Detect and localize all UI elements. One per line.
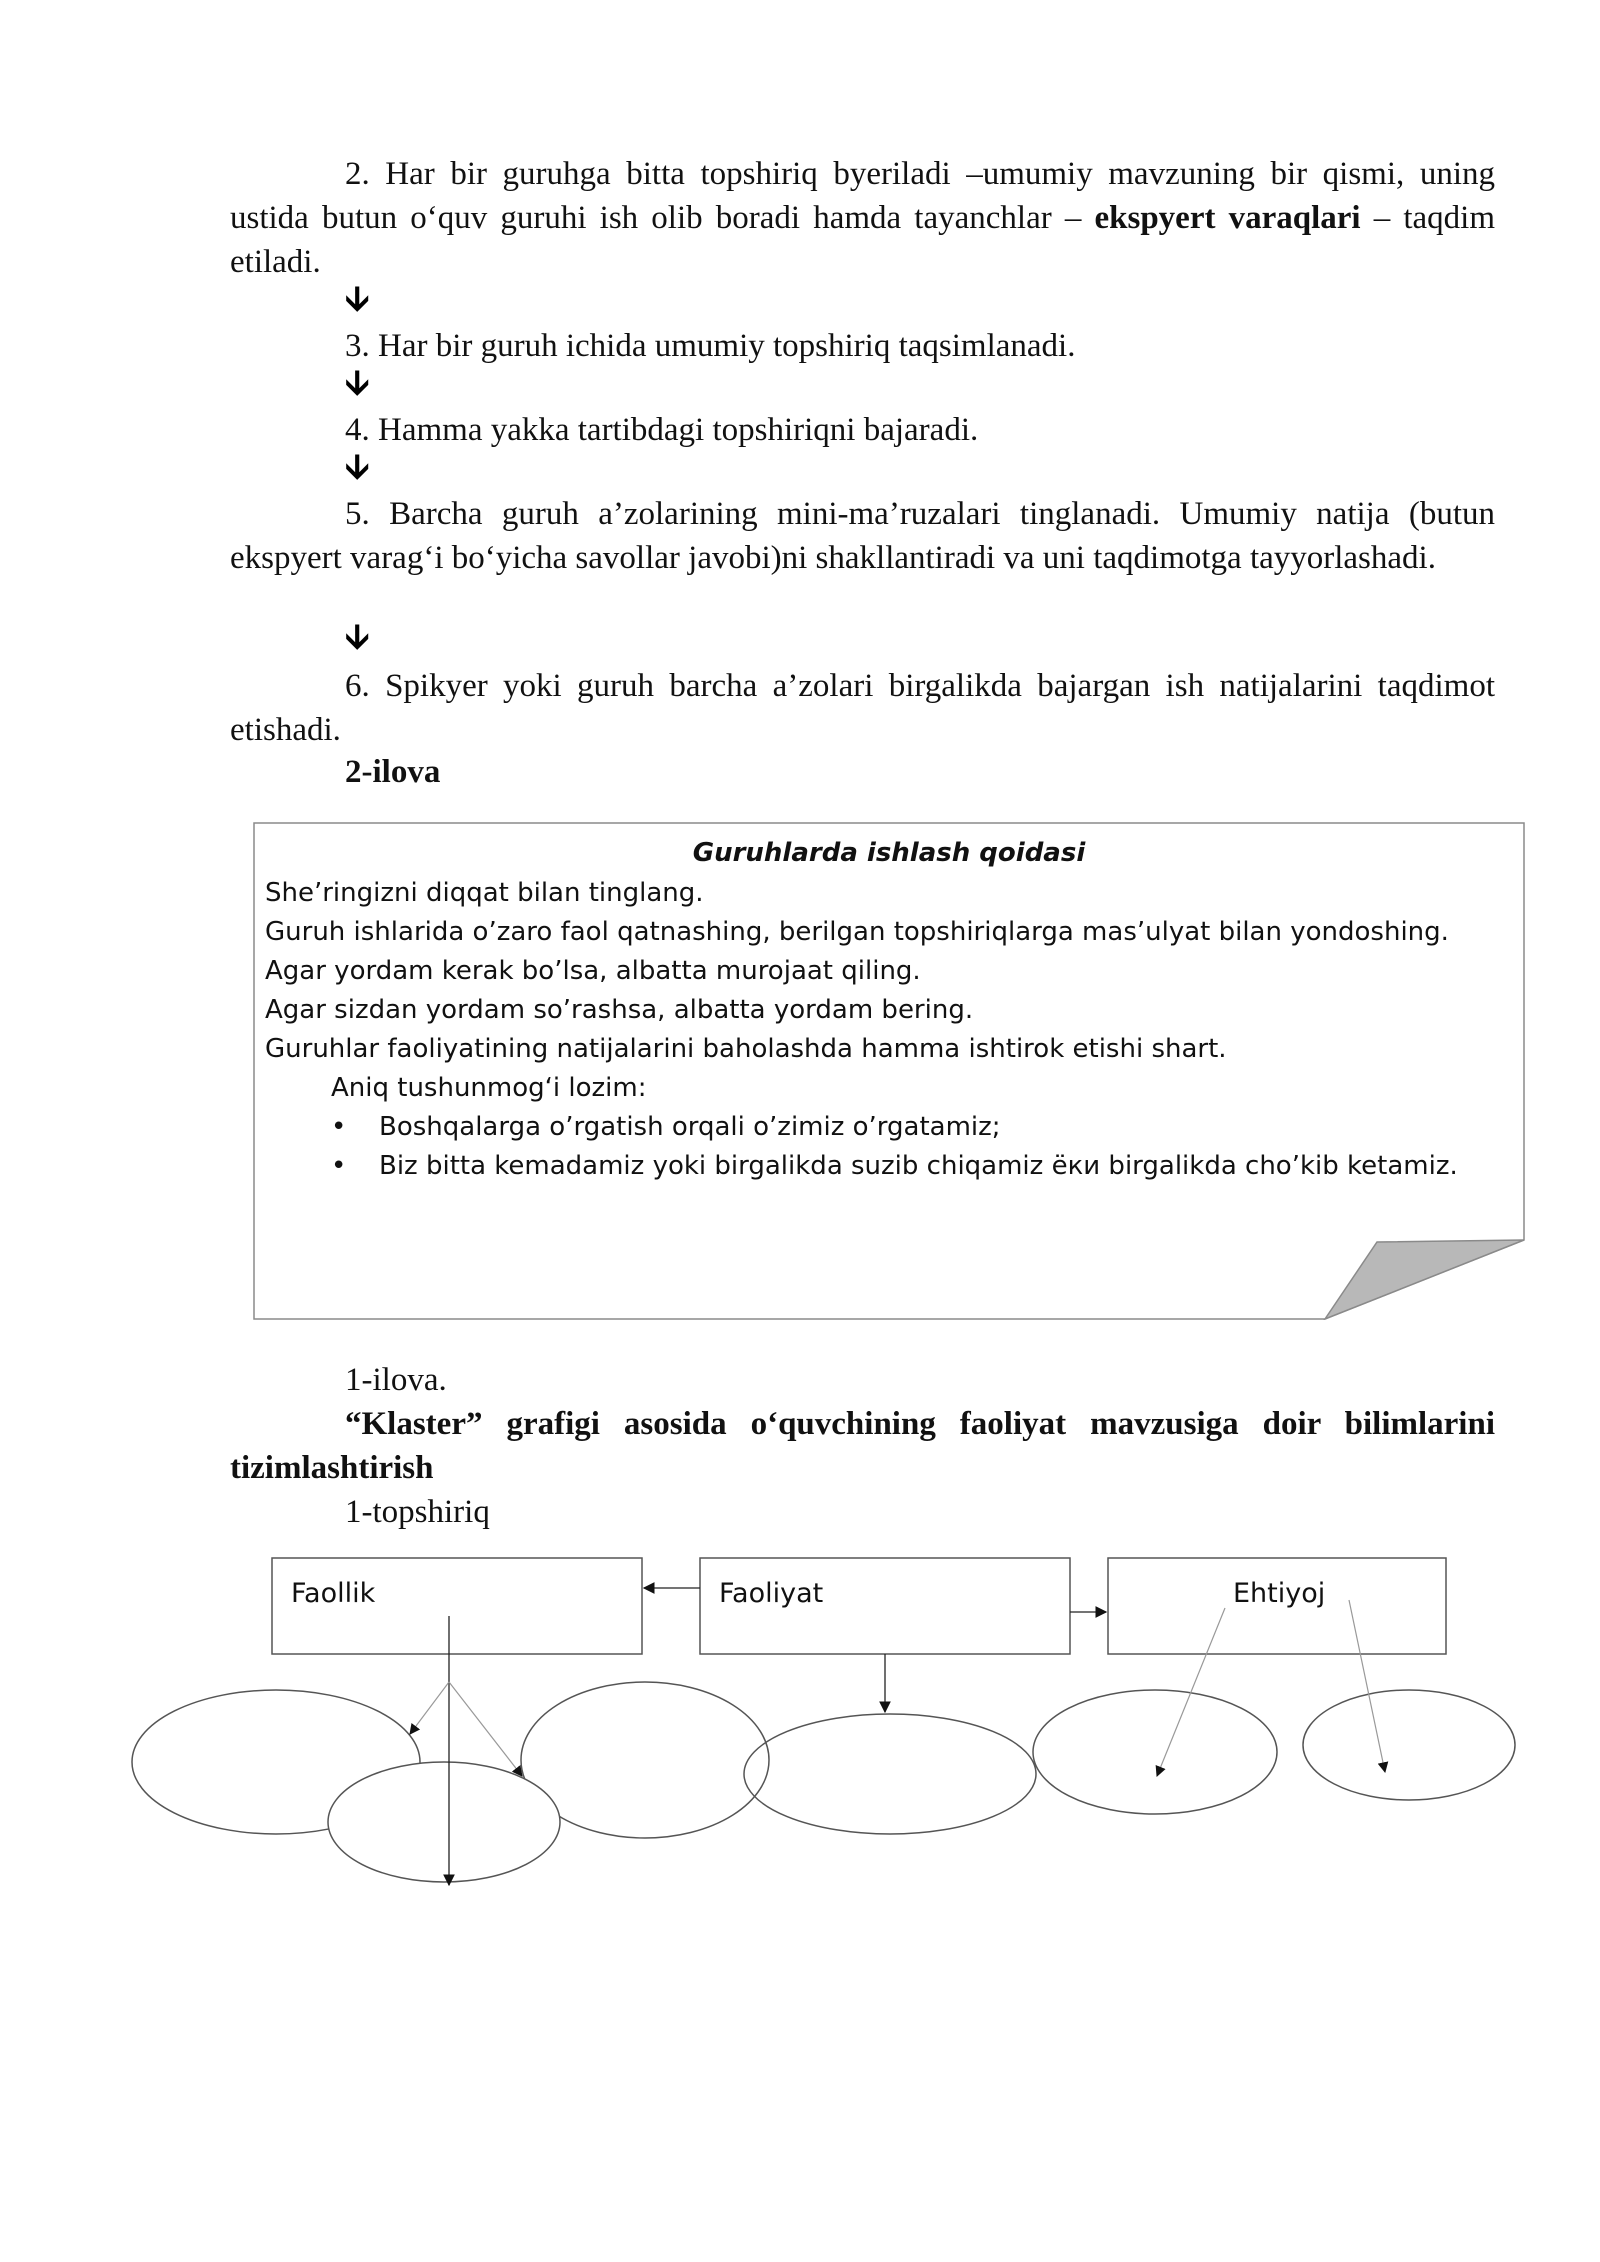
step-4-paragraph: 4. Hamma yakka tartibdagi topshiriqni bajaradi. xyxy=(345,412,979,448)
step-2-bold-term: ekspyert varaqlari xyxy=(1094,200,1361,236)
bullet-icon: • xyxy=(331,1151,347,1181)
step-3-paragraph: 3. Har bir guruh ichida umumiy topshiriq taqsimlanadi. xyxy=(345,328,1076,364)
cluster-oval xyxy=(328,1762,560,1882)
appendix-1-label: 1-ilova. xyxy=(345,1362,447,1398)
task-label: 1-topshiriq xyxy=(345,1494,490,1530)
rule-line: She’ringizni diqqat bilan tinglang. xyxy=(265,878,704,908)
bullet-item: Boshqalarga o’rgatish orqali o’zimiz o’rgatamiz; xyxy=(379,1112,1001,1142)
arrow-faollik-left xyxy=(410,1682,449,1734)
step-2-text-end: – taqdim etiladi. xyxy=(230,200,1495,280)
rules-box xyxy=(253,822,1525,1320)
cluster-label-ehtiyoj: Ehtiyoj xyxy=(1233,1578,1326,1609)
rules-note: Aniq tushunmog‘i lozim: xyxy=(331,1073,647,1103)
rules-title: Guruhlarda ishlash qoidasi xyxy=(692,838,1086,868)
cluster-oval xyxy=(1033,1690,1277,1814)
arrow-ehtiyoj-left xyxy=(1157,1608,1225,1776)
bullet-item: Biz bitta kemadamiz yoki birgalikda suzib chiqamiz ёки birgalikda cho’kib ketamiz. xyxy=(379,1151,1458,1181)
cluster-oval xyxy=(1303,1690,1515,1800)
down-arrow-icon: 🡫 xyxy=(345,447,370,487)
down-arrow-icon: 🡫 xyxy=(345,363,370,403)
rule-line: Agar sizdan yordam so’rashsa, albatta yordam bering. xyxy=(265,995,974,1025)
step-2-text: 2. Har bir guruhga bitta topshiriq byeriladi –umumiy mavzuning bir qismi, uning ustida butun o‘quv guruhi ish olib boradi hamda tayanchlar – xyxy=(230,156,1495,236)
appendix-1-heading: “Klaster” grafigi asosida o‘quvchining faoliyat mavzusiga doir bilimlarini tizimlashtirish xyxy=(230,1406,1495,1486)
appendix-2-label: 2-ilova xyxy=(345,754,441,790)
rule-line: Agar yordam kerak bo’lsa, albatta murojaat qiling. xyxy=(265,956,921,986)
rule-line: Guruhlar faoliyatining natijalarini baholashda hamma ishtirok etishi shart. xyxy=(265,1034,1227,1064)
step-2-paragraph xyxy=(230,152,1495,284)
rule-line: Guruh ishlarida o’zaro faol qatnashing, berilgan topshiriqlarga mas’ulyat bilan yondoshing. xyxy=(265,917,1449,947)
cluster-label-faollik: Faollik xyxy=(291,1578,376,1609)
cluster-oval xyxy=(744,1714,1036,1834)
step-6-paragraph: 6. Spikyer yoki guruh barcha a’zolari birgalikda bajargan ish natijalarini taqdimot etishadi. xyxy=(230,668,1495,748)
cluster-diagram xyxy=(0,1540,1600,1900)
arrow-ehtiyoj-right xyxy=(1349,1600,1385,1772)
step-5-paragraph: 5. Barcha guruh a’zolarining mini-ma’ruzalari tinglanadi. Umumiy natija (butun ekspyert varag‘i bo‘yicha savollar javobi)ni shakllantiradi va uni taqdimotga tayyorlashadi. xyxy=(230,496,1495,576)
cluster-label-faoliyat: Faoliyat xyxy=(719,1578,824,1609)
down-arrow-icon: 🡫 xyxy=(345,617,370,657)
bullet-icon: • xyxy=(331,1112,347,1142)
down-arrow-icon: 🡫 xyxy=(345,279,370,319)
